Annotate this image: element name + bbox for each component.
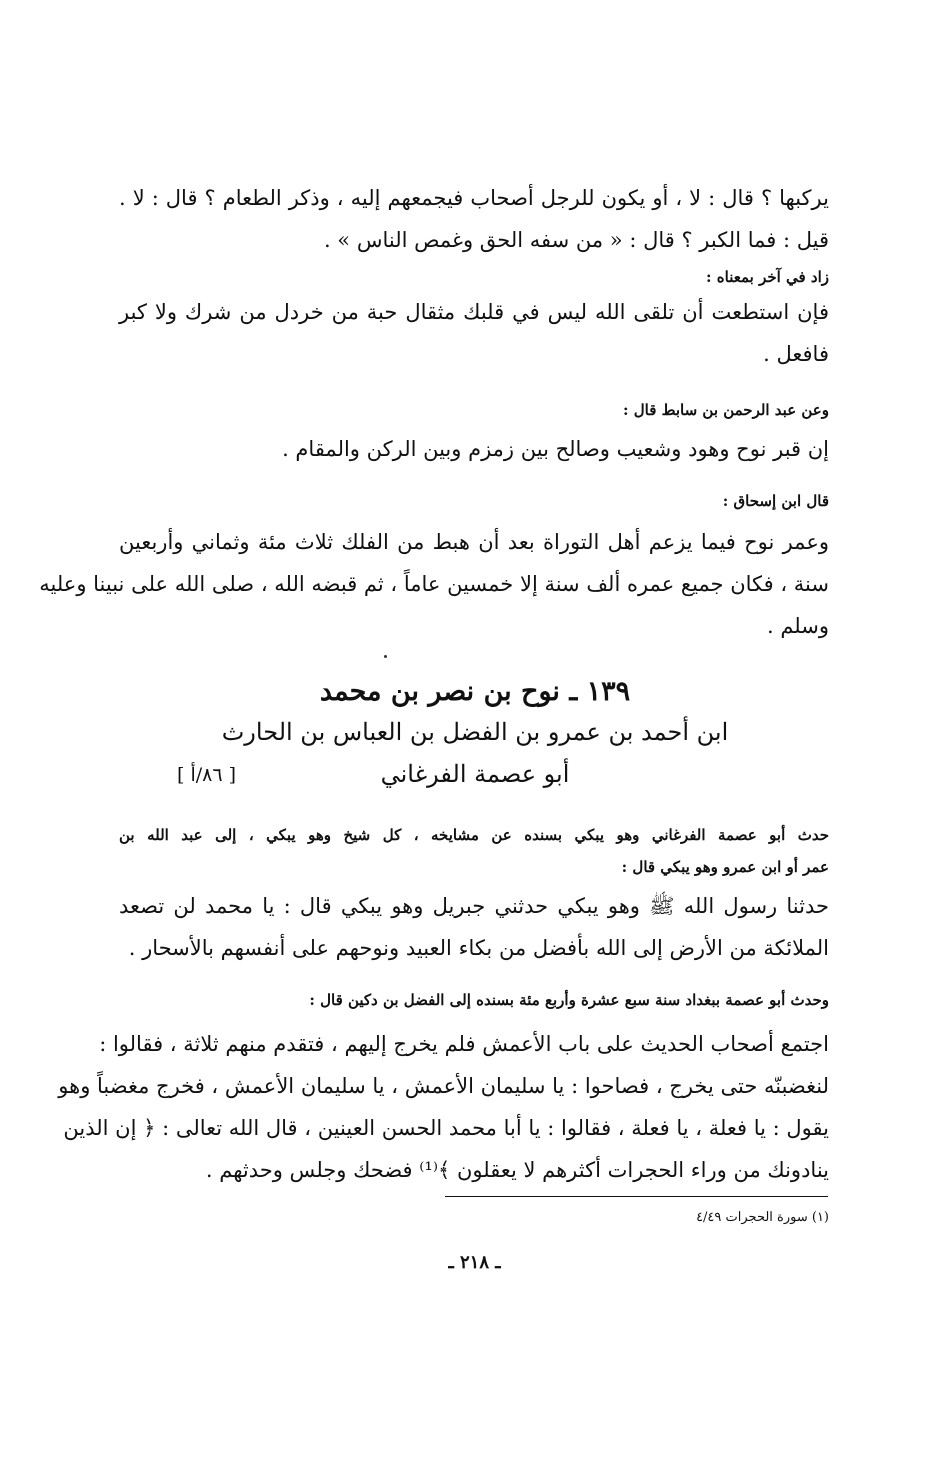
- text-line-1: يركبها ؟ قال : لا ، أو يكون للرجل أصحاب فيجمعهم إليه ، وذكر الطعام ؟ قال : لا .: [119, 186, 829, 210]
- entry-lineage: ابن أحمد بن عمرو بن الفضل بن العباس بن الحارث: [221, 718, 729, 746]
- subheading-ibn-ishaq: قال ابن إسحاق :: [722, 492, 829, 510]
- text-line-11: وسلم .: [766, 614, 829, 638]
- text-line-story-1: اجتمع أصحاب الحديث على باب الأعمش فلم يخرج إليهم ، فتقدم منهم ثلاثة ، فقالوا :: [99, 1032, 829, 1056]
- entry-title: ١٣٩ ـ نوح بن نصر بن محمد: [319, 676, 631, 707]
- text-line-9: وعمر نوح فيما يزعم أهل التوراة بعد أن هبط من الفلك ثلاث مئة وثماني وأربعين: [119, 530, 829, 554]
- text-line-story-2: لنغضبنّه حتى يخرج ، فصاحوا : يا سليمان الأعمش ، يا سليمان الأعمش ، فخرج مغضباً وهو: [58, 1074, 829, 1098]
- text-line-story-3: يقول : يا فعلة ، يا فعلة ، فقالوا : يا أبا محمد الحسن العينين ، قال الله تعالى : ﴿ إن الذين: [63, 1116, 829, 1140]
- subheading-addition: زاد في آخر بمعناه :: [706, 268, 829, 286]
- text-line-5: فافعل .: [763, 342, 829, 366]
- subheading-abdulrahman: وعن عبد الرحمن بن سابط قال :: [623, 401, 829, 419]
- text-line-7: إن قبر نوح وهود وشعيب وصالح بين زمزم وبين الركن والمقام .: [282, 437, 829, 461]
- entry-kunya: أبو عصمة الفرغاني: [380, 760, 570, 788]
- text-line-story-4: ينادونك من وراء الحجرات أكثرهم لا يعقلون ﴾⁽¹⁾ فضحك وجلس وحدثهم .: [205, 1158, 829, 1182]
- text-line-2: قيل : فما الكبر ؟ قال : « من سفه الحق وغمص الناس » .: [323, 228, 829, 252]
- footnote-divider: [445, 1196, 828, 1197]
- subheading-baghdad: وحدث أبو عصمة ببغداد سنة سبع عشرة وأربع مئة بسنده إلى الفضل بن دكين قال :: [309, 991, 829, 1009]
- folio-reference: [ ٨٦/أ ]: [177, 764, 237, 786]
- text-line-4: فإن استطعت أن تلقى الله ليس في قلبك مثقال حبة من خردل من شرك ولا كبر: [119, 300, 829, 324]
- page-number: ـ ٢١٨ ـ: [448, 1252, 501, 1273]
- text-line-narration-2: عمر أو ابن عمرو وهو يبكي قال :: [621, 858, 829, 876]
- text-line-10: سنة ، فكان جميع عمره ألف سنة إلا خمسين عاماً ، ثم قبضه الله ، صلى الله على نبينا وعليه: [39, 572, 829, 596]
- stray-dot: [384, 655, 387, 658]
- footnote: (١) سورة الحجرات ٤/٤٩: [696, 1210, 829, 1225]
- text-line-hadith-1: حدثنا رسول الله ﷺ وهو يبكي حدثني جبريل وهو يبكي قال : يا محمد لن تصعد: [119, 894, 829, 918]
- text-line-narration-1: حدث أبو عصمة الفرغاني وهو يبكي بسنده عن مشايخه ، كل شيخ وهو يبكي ، إلى عبد الله بن: [119, 826, 829, 844]
- text-line-hadith-2: الملائكة من الأرض إلى الله بأفضل من بكاء العبيد ونوحهم على أنفسهم بالأسحار .: [128, 936, 829, 960]
